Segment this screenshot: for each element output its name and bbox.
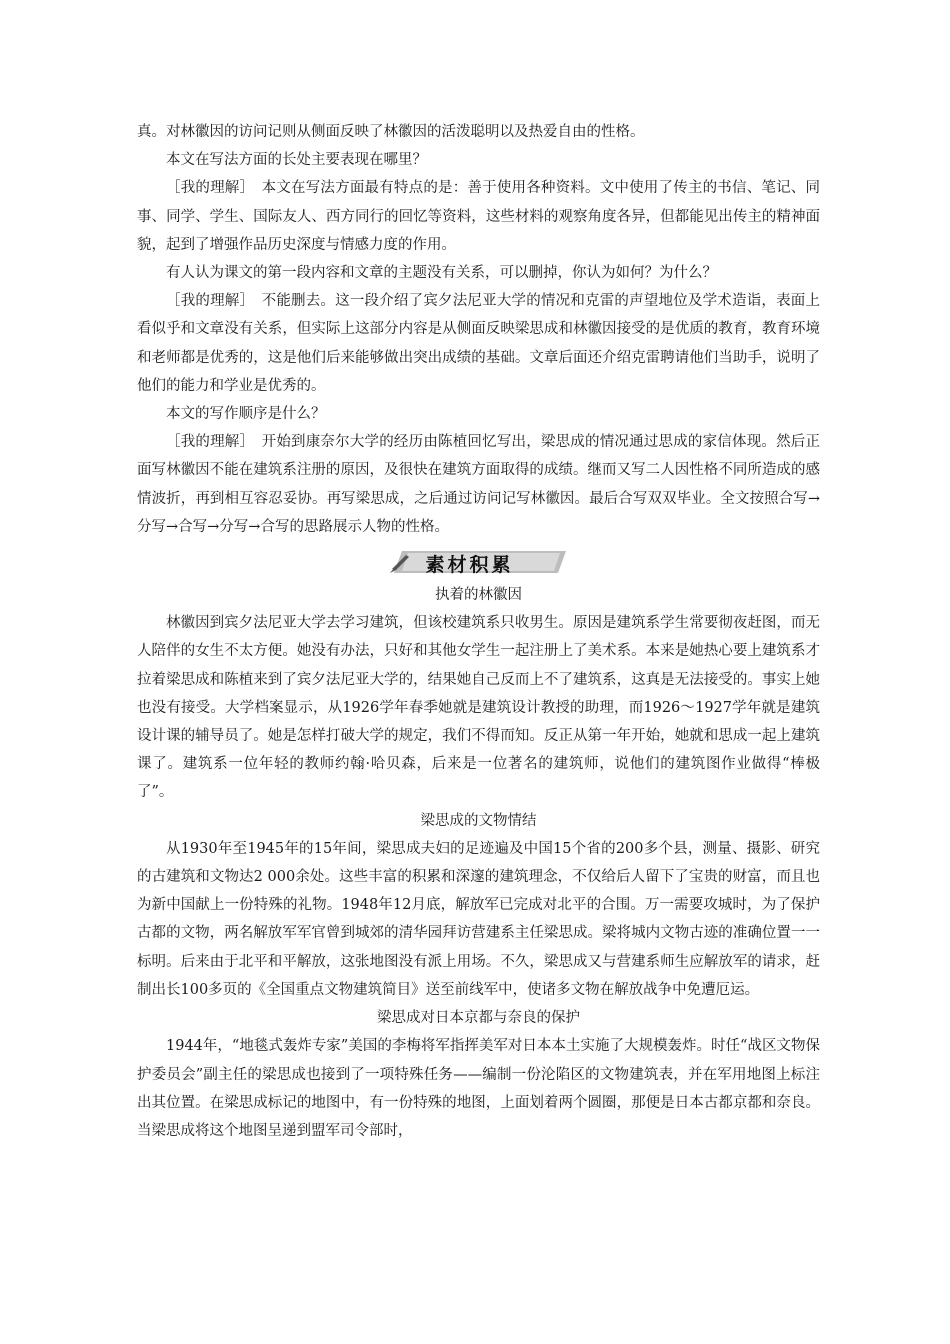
section-title-1: 执着的林徽因 [435,587,522,604]
section-title-3: 梁思成对日本京都与奈良的保护 [377,1010,580,1027]
question-2: 有人认为课文的第一段内容和文章的主题没有关系，可以删掉，你认为如何？为什么？ [166,265,717,282]
section-banner [137,545,820,579]
document-page [137,118,820,1145]
paragraph-intro: 真。对林徽因的访问记则从侧面反映了林徽因的活泼聪明以及热爱自由的性格。 [137,124,645,140]
answer-3: ［我的理解］ 开始到康奈尔大学的经历由陈植回忆写出，梁思成的情况通过思成的家信体现。然后正面写林徽因不能在建筑系注册的原因，及很快在建筑方面取得的成绩。继而又写二人因性格不同所造成的感情波折，再到相互容忍妥协。再写梁思成，之后通过访问记写林徽因。最后合写双双毕业。全文按照合写→分写→合写→分写→合写的思路展示人物的性格。 [137,434,820,535]
banner-label: 素材积累 [425,554,514,577]
section-body-3: 1944年，“地毯式轰炸专家”美国的李梅将军指挥美军对日本本土实施了大规模轰炸。时任“战区文物保护委员会”副主任的梁思成也接到了一项特殊任务——编制一份沦陷区的文物建筑表，并在军用地图上标注出其位置。在梁思成标记的地图中，有一份特殊的地图，上面划着两个圆圈，那便是日本古都京都和奈良。当梁思成将这个地图呈递到盟军司令部时， [137,1038,820,1139]
answer-2: ［我的理解］ 不能删去。这一段介绍了宾夕法尼亚大学的情况和克雷的声望地位及学术造诣，表面上看似乎和文章没有关系，但实际上这部分内容是从侧面反映梁思成和林徽因接受的是优质的教育，教育环境和老师都是优秀的，这是他们后来能够做出突出成绩的基础。文章后面还介绍克雷聘请他们当助手，说明了他们的能力和学业是优秀的。 [137,293,820,394]
section-body-2: 从1930年至1945年的15年间，梁思成夫妇的足迹遍及中国15个省的200多个县，测量、摄影、研究的古建筑和文物达2 000余处。这些丰富的积累和深邃的建筑理念，不仅给后人留下了宝贵的财富，而且也为新中国献上一份特殊的礼物。1948年12月底，解放军已完成对北平的合围。万一需要攻城时，为了保护古都的文物，两名解放军军官曾到城郊的清华园拜访营建系主任梁思成。梁将城内文物古迹的准确位置一一标明。后来由于北平和平解放，这张地图没有派上用场。不久，梁思成又与营建系师生应解放军的请求，赶制出长100多页的《全国重点文物建筑简目》送至前线军中，使诸多文物在解放战争中免遭厄运。 [137,840,820,998]
section-body-1: 林徽因到宾夕法尼亚大学去学习建筑，但该校建筑系只收男生。原因是建筑系学生常要彻夜赶图，而无人陪伴的女生不太方便。她没有办法，只好和其他女学生一起注册上了美术系。本来是她热心要上建筑系才拉着梁思成和陈植来到了宾夕法尼亚大学的，结果她自己反而上不了建筑系，这真是无法接受的。事实上她也没有接受。大学档案显示，从1926学年春季她就是建筑设计教授的助理，而1926～1927学年就是建筑设计课的辅导员了。她是怎样打破大学的规定，我们不得而知。反正从第一年开始，她就和思成一起上建筑课了。建筑系一位年轻的教师约翰·哈贝森，后来是一位著名的建筑师，说他们的建筑图作业做得“棒极了”。 [137,615,820,801]
answer-1: ［我的理解］ 本文在写法方面最有特点的是：善于使用各种资料。文中使用了传主的书信、笔记、同事、同学、学生、国际友人、西方同行的回忆等资料，这些材料的观察角度各异，但都能见出传主的精神面貌，起到了增强作品历史深度与情感力度的作用。 [137,180,820,253]
question-3: 本文的写作顺序是什么？ [166,406,326,423]
question-1: 本文在写法方面的长处主要表现在哪里？ [166,152,427,169]
section-title-2: 梁思成的文物情结 [420,812,537,829]
